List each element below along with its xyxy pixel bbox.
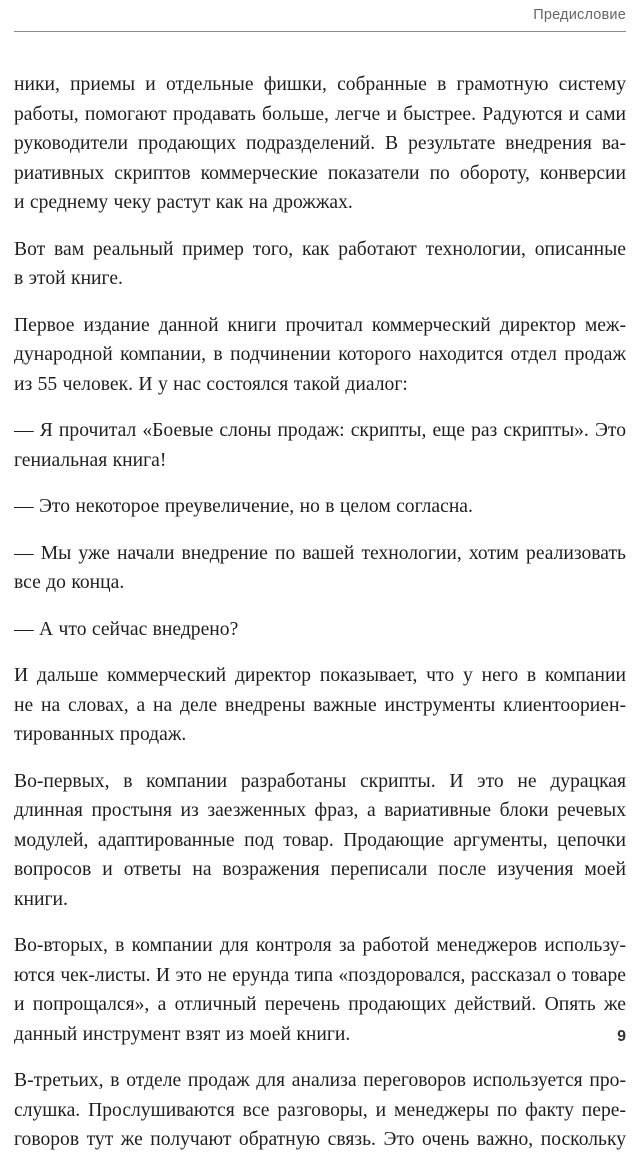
paragraph	[14, 492, 626, 522]
paragraph	[14, 539, 626, 598]
text-line: дународной компании, в подчинении которого находится отдел продаж	[14, 344, 626, 365]
text-line: руководители продающих подразделений. В результате внедрения ва-	[14, 133, 626, 154]
text-line: — Я прочитал «Боевые слоны продаж: скрипты, еще раз скрипты». Это	[14, 420, 626, 441]
paragraph	[14, 416, 626, 475]
paragraph	[14, 311, 626, 400]
text-line: в этой книге.	[14, 268, 123, 289]
text-line: риативных скриптов коммерческие показатели по обороту, конверсии	[14, 162, 626, 184]
paragraph	[14, 931, 626, 1049]
text-line: Вот вам реальный пример того, как работают технологии, описанные	[14, 238, 626, 260]
text-line: не на словах, а на деле внедрены важные инструменты клиентоориен-	[14, 694, 626, 716]
text-line: и среднему чеку растут как на дрожжах.	[14, 192, 353, 213]
text-line: вопросов и ответы на возражения переписали после изучения моей	[14, 859, 626, 880]
text-line: ники, приемы и отдельные фишки, собранные в грамотную систему	[14, 74, 626, 95]
text-line: — Мы уже начали внедрение по вашей технологии, хотим реализовать	[14, 542, 626, 564]
text-line: работы, помогают продавать больше, легче и быстрее. Радуются и сами	[14, 103, 626, 125]
paragraph	[14, 615, 626, 645]
paragraph	[14, 1066, 626, 1155]
text-line: И дальше коммерческий директор показывает, что у него в компании	[14, 665, 626, 686]
text-line: модулей, адаптированные под товар. Продающие аргументы, цепочки	[14, 829, 626, 851]
page-number: 9	[617, 1028, 626, 1045]
paragraph	[14, 767, 626, 915]
text-line: все до конца.	[14, 572, 125, 593]
text-line: слушка. Прослушиваются все разговоры, и менеджеры по факту пере-	[14, 1099, 626, 1121]
text-line: Первое издание данной книги прочитал коммерческий директор меж-	[14, 314, 626, 336]
chapter-title: Предисловие	[533, 7, 626, 23]
text-line: ются чек-листы. И это не ерунда типа «поздоровался, рассказал о товаре	[14, 964, 626, 986]
text-line: из 55 человек. И у нас состоялся такой диалог:	[14, 373, 408, 395]
paragraph	[14, 70, 626, 218]
body-text	[14, 70, 626, 1172]
text-line: Во-вторых, в компании для контроля за работой менеджеров использу-	[14, 935, 626, 956]
text-line: — А что сейчас внедрено?	[14, 618, 239, 640]
paragraph	[14, 235, 626, 294]
text-line: тированных продаж.	[14, 724, 187, 745]
text-line: говоров тут же получают обратную связь. Это очень важно, поскольку	[14, 1129, 626, 1150]
text-line: книги.	[14, 888, 68, 910]
header-divider	[14, 31, 626, 32]
text-line: длинная простыня из заезженных фраз, а вариативные блоки речевых	[14, 800, 626, 821]
text-line: данный инструмент взят из моей книги.	[14, 1023, 351, 1045]
text-line: Во-первых, в компании разработаны скрипты. И это не дурацкая	[14, 770, 626, 792]
text-line: В-третьих, в отделе продаж для анализа переговоров используется про-	[14, 1070, 626, 1091]
paragraph	[14, 661, 626, 750]
running-header	[0, 0, 640, 34]
text-line: и попрощался», а отличный перечень продающих действий. Опять же	[14, 994, 626, 1015]
text-line: гениальная книга!	[14, 449, 167, 471]
text-line: — Это некоторое преувеличение, но в целом согласна.	[14, 496, 473, 517]
